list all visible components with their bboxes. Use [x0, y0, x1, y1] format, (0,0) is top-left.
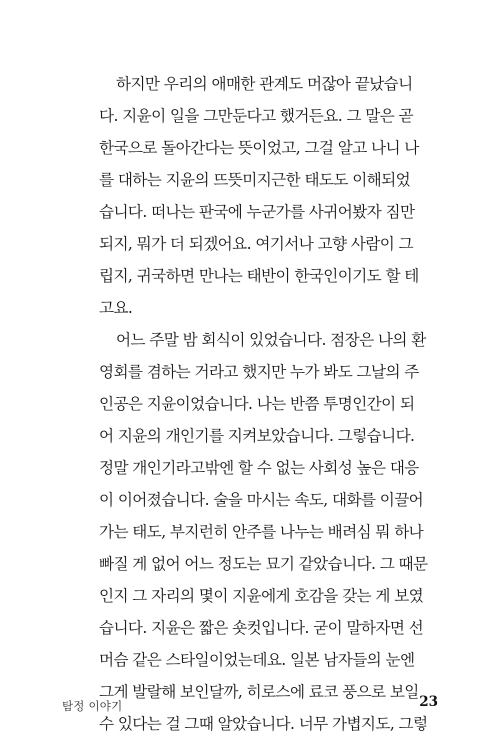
running-footer-title: 탐정 이야기 — [62, 699, 123, 713]
text-line: 다. 지윤이 일을 그만둔다고 했거든요. 그 말은 곧 — [99, 107, 414, 125]
text-line: 고요. — [99, 299, 133, 317]
text-line: 습니다. 지윤은 짧은 숏컷입니다. 굳이 말하자면 선 — [99, 619, 424, 637]
page-number: 23 — [419, 694, 438, 710]
text-line: 수 있다는 걸 그때 알았습니다. 너무 가볍지도, 그렇 — [99, 715, 428, 733]
text-line: 정말 개인기라고밖엔 할 수 없는 사회성 높은 대응 — [99, 459, 419, 477]
text-line: 빠질 게 없어 어느 정도는 묘기 같았습니다. 그 때문 — [99, 555, 428, 573]
text-line: 한국으로 돌아간다는 뜻이었고, 그걸 알고 나니 나 — [99, 139, 419, 157]
text-line: 이 이어졌습니다. 술을 마시는 속도, 대화를 이끌어 — [99, 491, 424, 509]
body-text — [99, 68, 439, 740]
text-line: 영회를 겸하는 거라고 했지만 누가 봐도 그날의 주 — [99, 363, 419, 381]
text-line: 어느 주말 밤 회식이 있었습니다. 점장은 나의 환 — [116, 331, 426, 349]
text-line: 립지, 귀국하면 만나는 태반이 한국인이기도 할 테 — [99, 267, 419, 285]
text-line: 습니다. 떠나는 판국에 누군가를 사귀어봤자 짐만 — [99, 203, 415, 221]
text-line: 하지만 우리의 애매한 관계도 머잖아 끝났습니 — [116, 75, 413, 93]
text-line: 어 지윤의 개인기를 지켜보았습니다. 그렇습니다. — [99, 427, 415, 445]
text-line: 되지, 뭐가 더 되겠어요. 여기서나 고향 사람이 그 — [99, 235, 414, 253]
text-line: 인공은 지윤이었습니다. 나는 반쯤 투명인간이 되 — [99, 395, 415, 413]
text-line: 를 대하는 지윤의 뜨뜻미지근한 태도도 이해되었 — [99, 171, 411, 189]
text-line: 인지 그 자리의 몇이 지윤에게 호감을 갖는 게 보였 — [99, 587, 424, 605]
text-line: 머슴 같은 스타일이었는데요. 일본 남자들의 눈엔 — [99, 651, 415, 669]
text-line: 그게 발랄해 보인달까, 히로스에 료코 풍으로 보일 — [99, 683, 419, 701]
text-line: 가는 태도, 부지런히 안주를 나누는 배려심 뭐 하나 — [99, 523, 424, 541]
